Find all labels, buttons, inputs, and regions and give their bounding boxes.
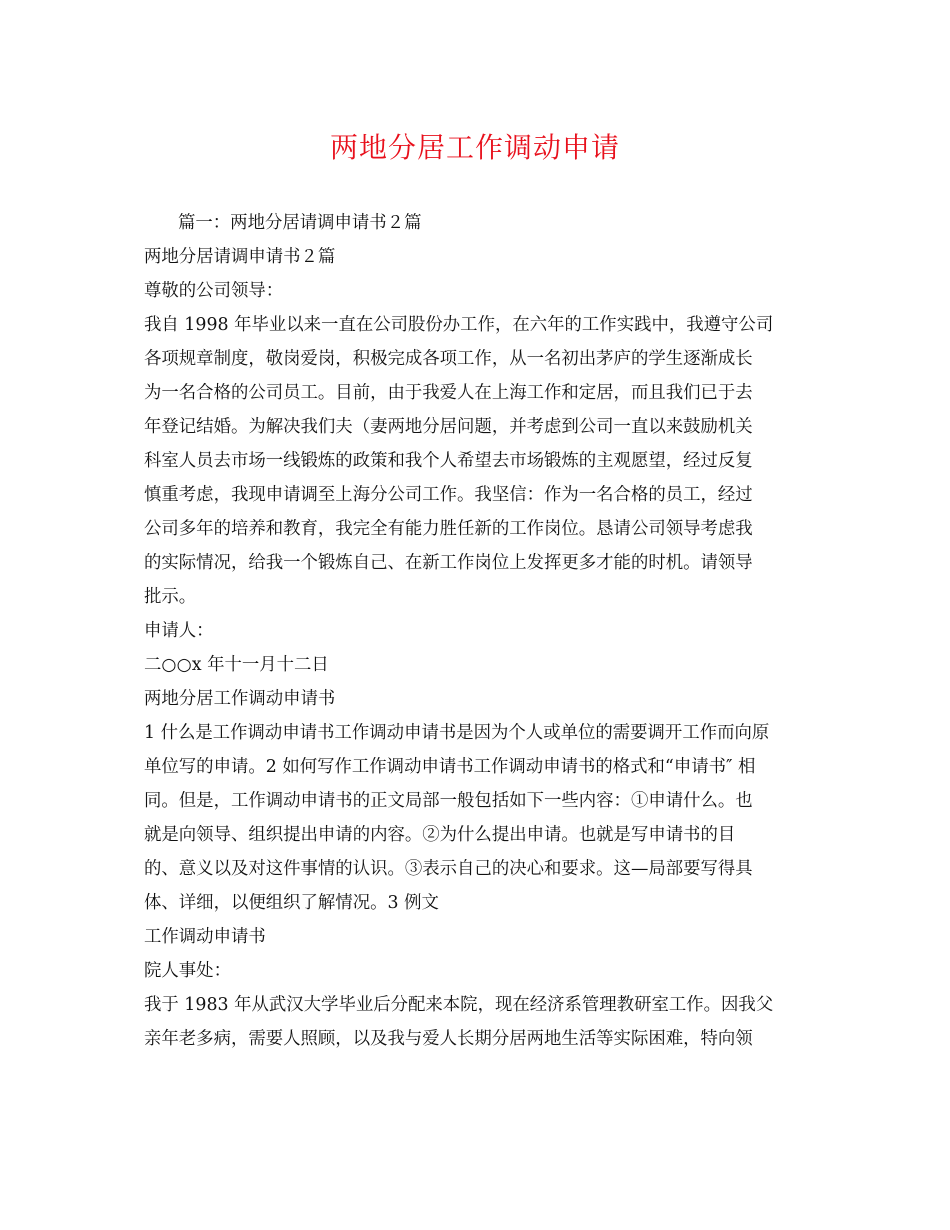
paragraph-line: 为一名合格的公司员工。目前，由于我爱人在上海工作和定居，而且我们已于去 [144,383,753,403]
subheading: 两地分居工作调动申请书 [144,689,336,709]
paragraph-line: 单位写的申请。2 如何写作工作调动申请书工作调动申请书的格式和“申请书″ 相 [144,757,756,777]
paragraph-line: 亲年老多病，需要人照顾，以及我与爱人长期分居两地生活等实际困难，特向领 [144,1029,753,1049]
paragraph-line: 同。但是，工作调动申请书的正文局部一般包括如下一些内容：①申请什么。也 [144,791,753,811]
paragraph-line: 体、详细，以便组织了解情况。3 例文 [144,893,439,913]
subheading: 两地分居请调申请书２篇 [144,247,336,267]
salutation: 尊敬的公司领导： [144,281,284,301]
paragraph-line: 1 什么是工作调动申请书工作调动申请书是因为个人或单位的需要调开工作而向原 [144,723,770,743]
subheading: 工作调动申请书 [144,927,266,947]
paragraph-line: 科室人员去市场一线锻炼的政策和我个人希望去市场锻炼的主观愿望，经过反复 [144,451,753,471]
section-heading: 篇一：两地分居请调申请书２篇 [178,213,422,233]
paragraph-line: 慎重考虑，我现申请调至上海分公司工作。我坚信：作为一名合格的员工，经过 [144,485,753,505]
paragraph-line: 各项规章制度，敬岗爱岗，积极完成各项工作，从一名初出茅庐的学生逐渐成长 [144,349,753,369]
paragraph-line: 批示。 [144,587,197,607]
paragraph-line: 的实际情况，给我一个锻炼自己、在新工作岗位上发挥更多才能的时机。请领导 [144,553,753,573]
signature-label: 申请人： [144,621,214,641]
paragraph-line: 就是向领导、组织提出申请的内容。②为什么提出申请。也就是写申请书的目 [144,825,736,845]
salutation: 院人事处： [144,961,231,981]
paragraph-line: 我于 1983 年从武汉大学毕业后分配来本院，现在经济系管理教研室工作。因我父 [144,995,774,1015]
document-body [144,206,810,1056]
date-line: 二○○x 年十一月十二日 [144,655,329,675]
paragraph-line: 的、意义以及对这件事情的认识。③表示自己的决心和要求。这—局部要写得具 [144,859,753,879]
paragraph-line: 公司多年的培养和教育，我完全有能力胜任新的工作岗位。恳请公司领导考虑我 [144,519,753,539]
document-title: 两地分居工作调动申请 [329,131,620,164]
paragraph-line: 我自 1998 年毕业以来一直在公司股份办工作，在六年的工作实践中，我遵守公司 [144,315,774,335]
paragraph-line: 年登记结婚。为解决我们夫（妻两地分居问题，并考虑到公司一直以来鼓励机关 [144,417,753,437]
